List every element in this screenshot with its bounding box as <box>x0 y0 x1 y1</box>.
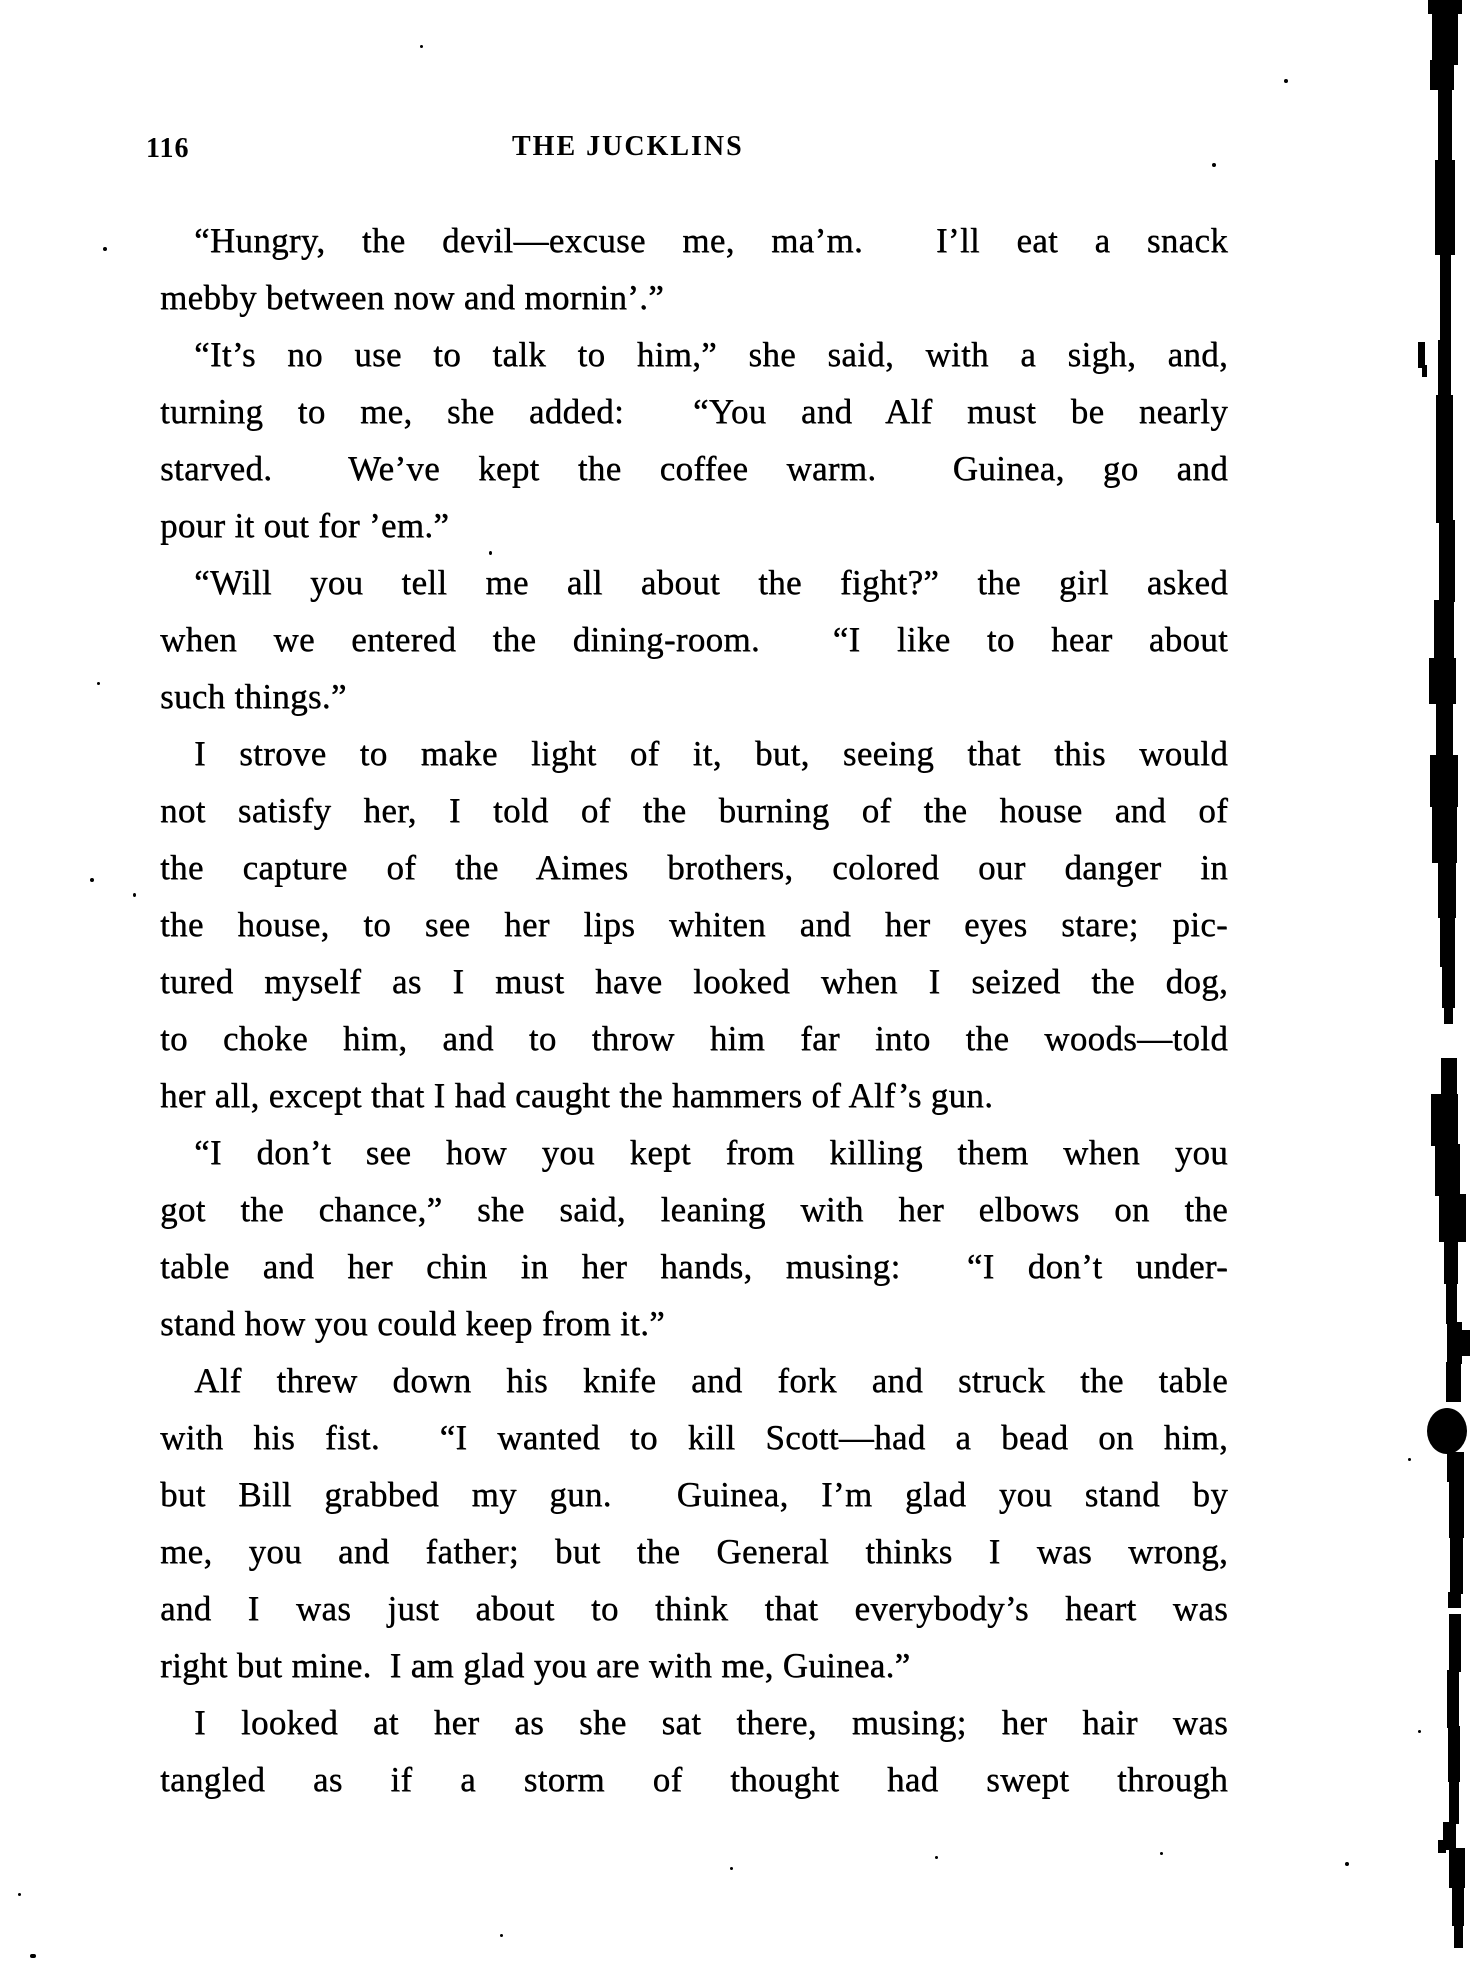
text-line: got the chance,” she said, leaning with her elbows on the <box>160 1190 1228 1229</box>
ink-speck <box>103 247 107 251</box>
ink-speck <box>1345 1862 1349 1866</box>
paragraph <box>160 725 1228 1124</box>
ink-speck <box>1418 1730 1421 1733</box>
text-line: to choke him, and to throw him far into the woods—told <box>160 1019 1228 1058</box>
paragraph <box>160 1694 1228 1808</box>
text-line: table and her chin in her hands, musing: “I don’t under- <box>160 1247 1228 1286</box>
paragraph <box>160 212 1228 326</box>
ink-speck <box>1160 1852 1163 1855</box>
page-number: 116 <box>146 133 190 164</box>
ink-speck <box>30 1954 36 1958</box>
running-header: THE JUCKLINS <box>512 131 744 162</box>
text-line: right but mine. I am glad you are with me, Guinea.” <box>160 1646 911 1685</box>
text-line: when we entered the dining-room. “I like to hear about <box>160 620 1228 659</box>
paragraph <box>160 1352 1228 1694</box>
ink-speck <box>500 1934 503 1937</box>
text-line: with his fist. “I wanted to kill Scott—had a bead on him, <box>160 1418 1228 1457</box>
text-line: tangled as if a storm of thought had swept through <box>160 1760 1228 1799</box>
text-line: and I was just about to think that everybody’s heart was <box>160 1589 1228 1628</box>
ink-speck <box>18 1893 21 1896</box>
text-line: but Bill grabbed my gun. Guinea, I’m glad you stand by <box>160 1475 1228 1514</box>
text-line: the house, to see her lips whiten and her eyes stare; pic- <box>160 905 1228 944</box>
text-line: the capture of the Aimes brothers, colored our danger in <box>160 848 1228 887</box>
text-line: Alf threw down his knife and fork and struck the table <box>194 1361 1228 1400</box>
ink-speck <box>133 893 136 897</box>
text-line: stand how you could keep from it.” <box>160 1304 665 1343</box>
text-line: I looked at her as she sat there, musing; her hair was <box>194 1703 1228 1742</box>
text-line: me, you and father; but the General thinks I was wrong, <box>160 1532 1228 1571</box>
ink-speck <box>97 682 100 685</box>
paragraph <box>160 326 1228 554</box>
text-line: starved. We’ve kept the coffee warm. Guinea, go and <box>160 449 1228 488</box>
ink-speck <box>489 551 492 555</box>
text-line: not satisfy her, I told of the burning of the house and of <box>160 791 1228 830</box>
body-text <box>160 212 1228 1808</box>
text-line: mebby between now and mornin’.” <box>160 278 665 317</box>
text-line: her all, except that I had caught the hammers of Alf’s gun. <box>160 1076 994 1115</box>
text-line: pour it out for ’em.” <box>160 506 450 545</box>
ink-speck <box>1408 1458 1411 1461</box>
ink-speck <box>935 1856 938 1859</box>
ink-speck <box>90 878 94 882</box>
text-line: “Will you tell me all about the fight?” the girl asked <box>194 563 1228 602</box>
paragraph <box>160 554 1228 725</box>
text-line: I strove to make light of it, but, seeing that this would <box>194 734 1228 773</box>
text-line: such things.” <box>160 677 347 716</box>
text-line: turning to me, she added: “You and Alf must be nearly <box>160 392 1228 431</box>
ink-speck <box>1212 163 1216 167</box>
ink-speck <box>730 1867 733 1870</box>
text-line: tured myself as I must have looked when I seized the dog, <box>160 962 1228 1001</box>
text-line: “I don’t see how you kept from killing them when you <box>194 1133 1228 1172</box>
ink-speck <box>1284 79 1288 83</box>
ink-speck <box>420 45 423 48</box>
text-line: “It’s no use to talk to him,” she said, with a sigh, and, <box>194 335 1228 374</box>
paragraph <box>160 1124 1228 1352</box>
text-line: “Hungry, the devil—excuse me, ma’m. I’ll eat a snack <box>194 221 1228 260</box>
